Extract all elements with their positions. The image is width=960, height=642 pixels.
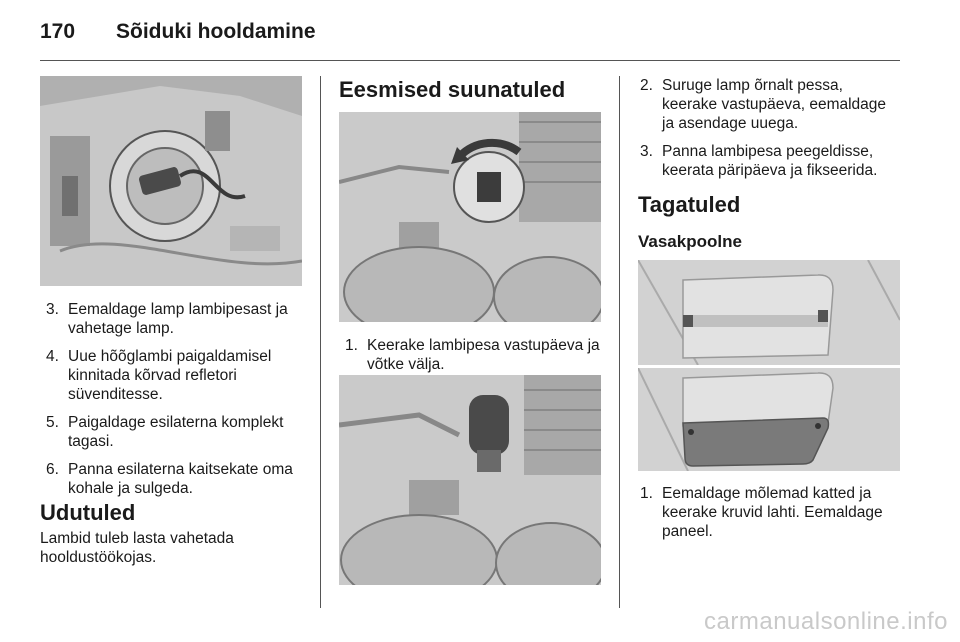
section-title-tail-lights: Tagatuled	[638, 192, 741, 217]
front-indicator-illustration-2	[339, 375, 601, 585]
page-number: 170	[40, 20, 76, 43]
watermark: carmanualsonline.info	[704, 608, 948, 635]
section-title-front-indicators: Eesmised suunatuled	[339, 77, 566, 102]
subsection-title-left: Vasakpoolne	[638, 232, 742, 251]
list-item: 1. Keerake lambipesa vastupäeva ja võtke välja.	[345, 337, 600, 373]
column-divider-left	[320, 76, 321, 608]
fog-lights-text: Lambid tuleb lasta vahetada hooldustöökojas.	[40, 530, 234, 566]
list-item: 5. Paigaldage esilaterna komplekt tagasi.	[46, 414, 284, 450]
column-divider-right	[619, 76, 620, 608]
fog-lamp-illustration	[40, 76, 302, 286]
fog-lamp-steps	[46, 300, 308, 507]
front-indicator-steps-continued	[640, 76, 902, 189]
header-rule	[40, 60, 900, 61]
front-indicator-illustration-1	[339, 112, 601, 322]
list-item: 3. Panna lambipesa peegeldisse, keerata päripäeva ja fikseerida.	[640, 143, 878, 179]
section-title-fog-lights: Udutuled	[40, 500, 136, 525]
tail-light-illustration-bottom	[638, 368, 900, 471]
list-item: 6. Panna esilaterna kaitsekate oma kohale ja sulgeda.	[46, 461, 293, 497]
page-title: Sõiduki hooldamine	[116, 20, 316, 43]
list-item: 1. Eemaldage mõlemad katted ja keerake kruvid lahti. Eemaldage paneel.	[640, 485, 883, 540]
list-item: 4. Uue hõõglambi paigaldamisel kinnitada kõrvad refletori süvenditesse.	[46, 348, 272, 403]
tail-light-steps	[640, 484, 902, 550]
list-item: 3. Eemaldage lamp lambipesast ja vahetage lamp.	[46, 301, 288, 337]
list-item: 2. Suruge lamp õrnalt pessa, keerake vastupäeva, eemaldage ja asendage uuega.	[640, 77, 887, 132]
tail-light-illustration-top	[638, 260, 900, 365]
